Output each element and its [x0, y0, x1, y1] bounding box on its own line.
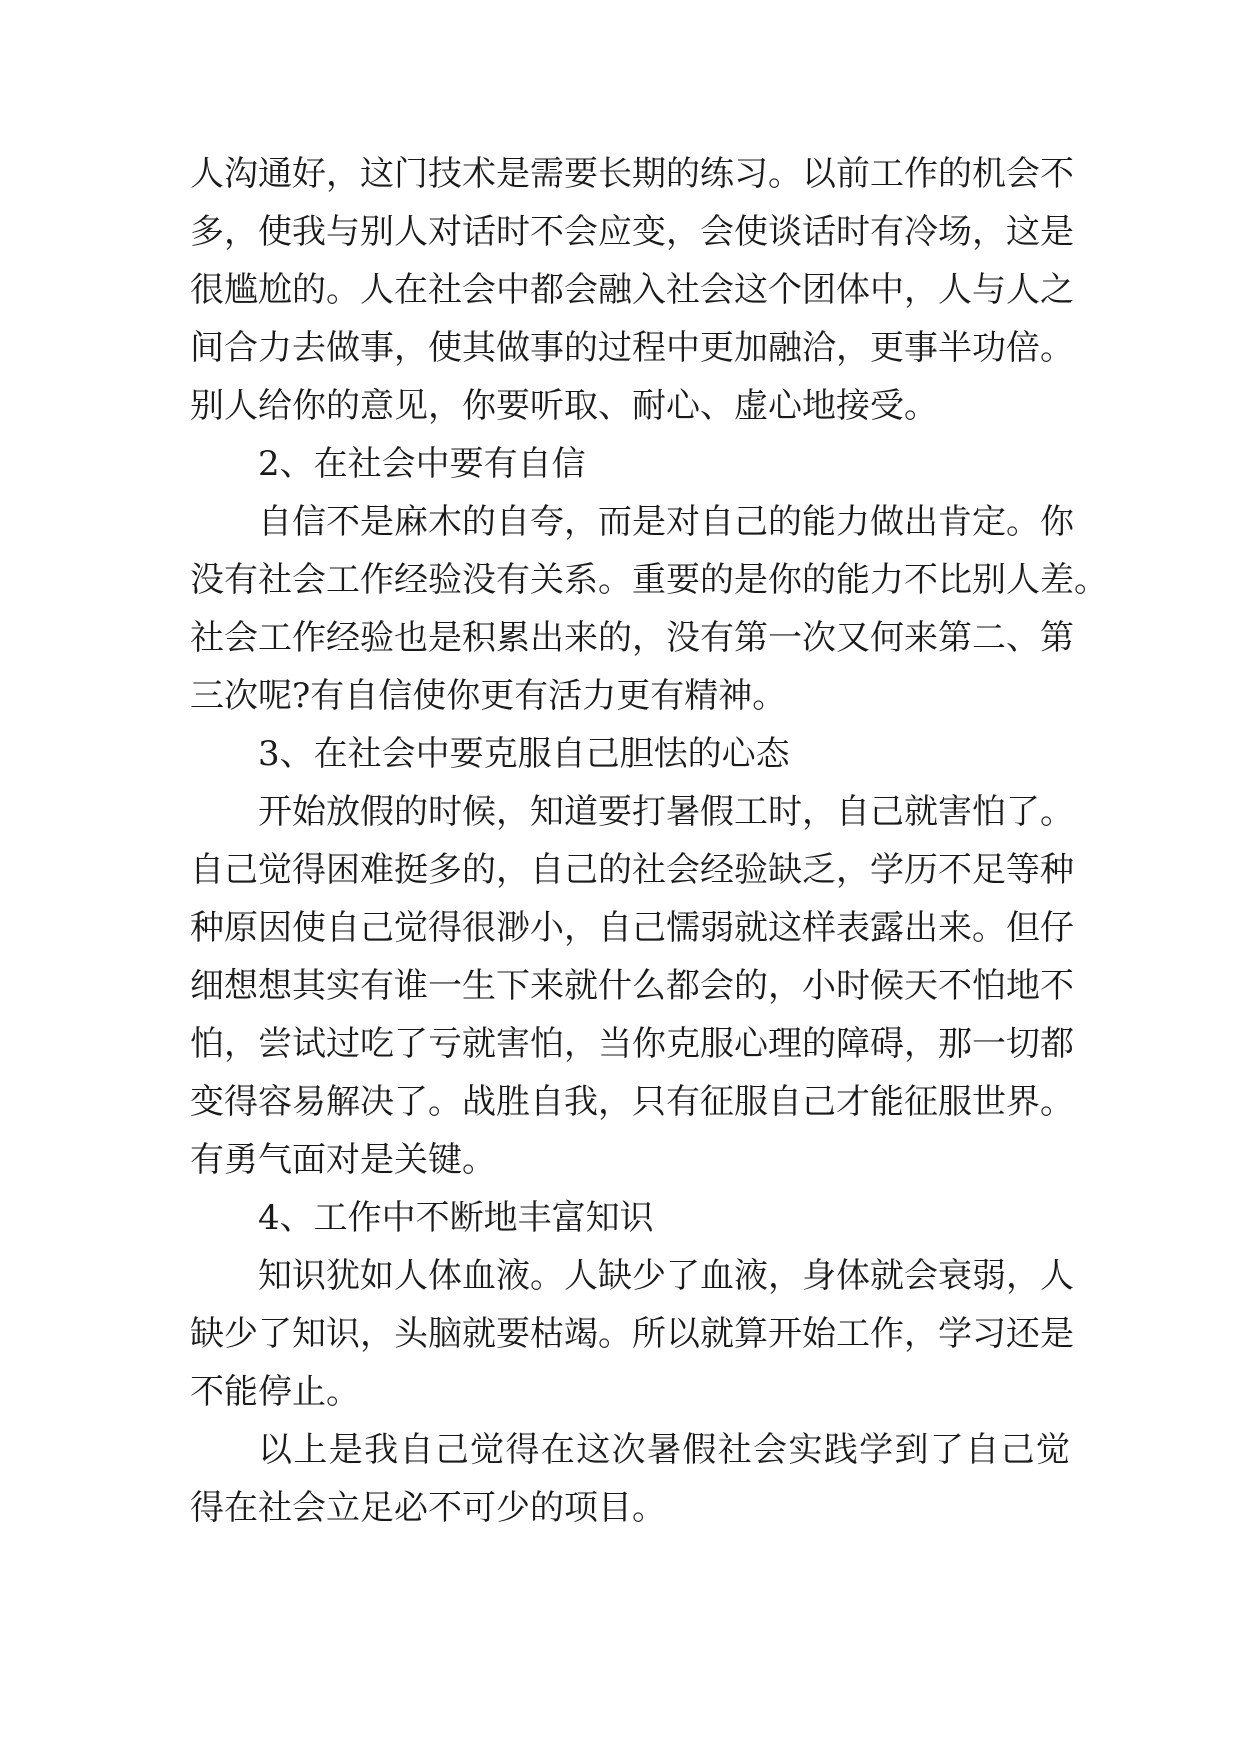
- text-line: 多，使我与别人对话时不会应变，会使谈话时有冷场，这是: [190, 212, 1074, 252]
- text-line: 间合力去做事，使其做事的过程中更加融洽，更事半功倍。: [190, 328, 1074, 368]
- section-heading: 3、在社会中要克服自己胆怯的心态: [258, 734, 790, 774]
- text-line: 自信不是麻木的自夸，而是对自己的能力做出肯定。你: [258, 502, 1074, 542]
- text-line: 没有社会工作经验没有关系。重要的是你的能力不比别人差。: [190, 560, 1108, 600]
- text-line: 缺少了知识，头脑就要枯竭。所以就算开始工作，学习还是: [190, 1314, 1074, 1354]
- section-heading: 2、在社会中要有自信: [258, 444, 586, 484]
- text-line: 得在社会立足必不可少的项目。: [190, 1488, 666, 1528]
- text-line: 不能停止。: [190, 1372, 360, 1412]
- text-line: 以上是我自己觉得在这次暑假社会实践学到了自己觉: [258, 1430, 1070, 1470]
- text-line: 别人给你的意见，你要听取、耐心、虚心地接受。: [190, 386, 938, 426]
- text-line: 社会工作经验也是积累出来的，没有第一次又何来第二、第: [190, 618, 1074, 658]
- text-line: 三次呢?有自信使你更有活力更有精神。: [190, 676, 787, 716]
- text-line: 开始放假的时候，知道要打暑假工时，自己就害怕了。: [258, 792, 1074, 832]
- text-line: 有勇气面对是关键。: [190, 1140, 496, 1180]
- text-line: 变得容易解决了。战胜自我，只有征服自己才能征服世界。: [190, 1082, 1074, 1122]
- text-line: 细想想其实有谁一生下来就什么都会的，小时候天不怕地不: [190, 966, 1074, 1006]
- section-heading: 4、工作中不断地丰富知识: [258, 1198, 654, 1238]
- text-line: 人沟通好，这门技术是需要长期的练习。以前工作的机会不: [190, 154, 1074, 194]
- text-line: 知识犹如人体血液。人缺少了血液，身体就会衰弱，人: [258, 1256, 1074, 1296]
- text-line: 怕，尝试过吃了亏就害怕，当你克服心理的障碍，那一切都: [190, 1024, 1074, 1064]
- text-line: 种原因使自己觉得很渺小，自己懦弱就这样表露出来。但仔: [190, 908, 1074, 948]
- text-line: 自己觉得困难挺多的，自己的社会经验缺乏，学历不足等种: [190, 850, 1074, 890]
- text-line: 很尴尬的。人在社会中都会融入社会这个团体中，人与人之: [190, 270, 1074, 310]
